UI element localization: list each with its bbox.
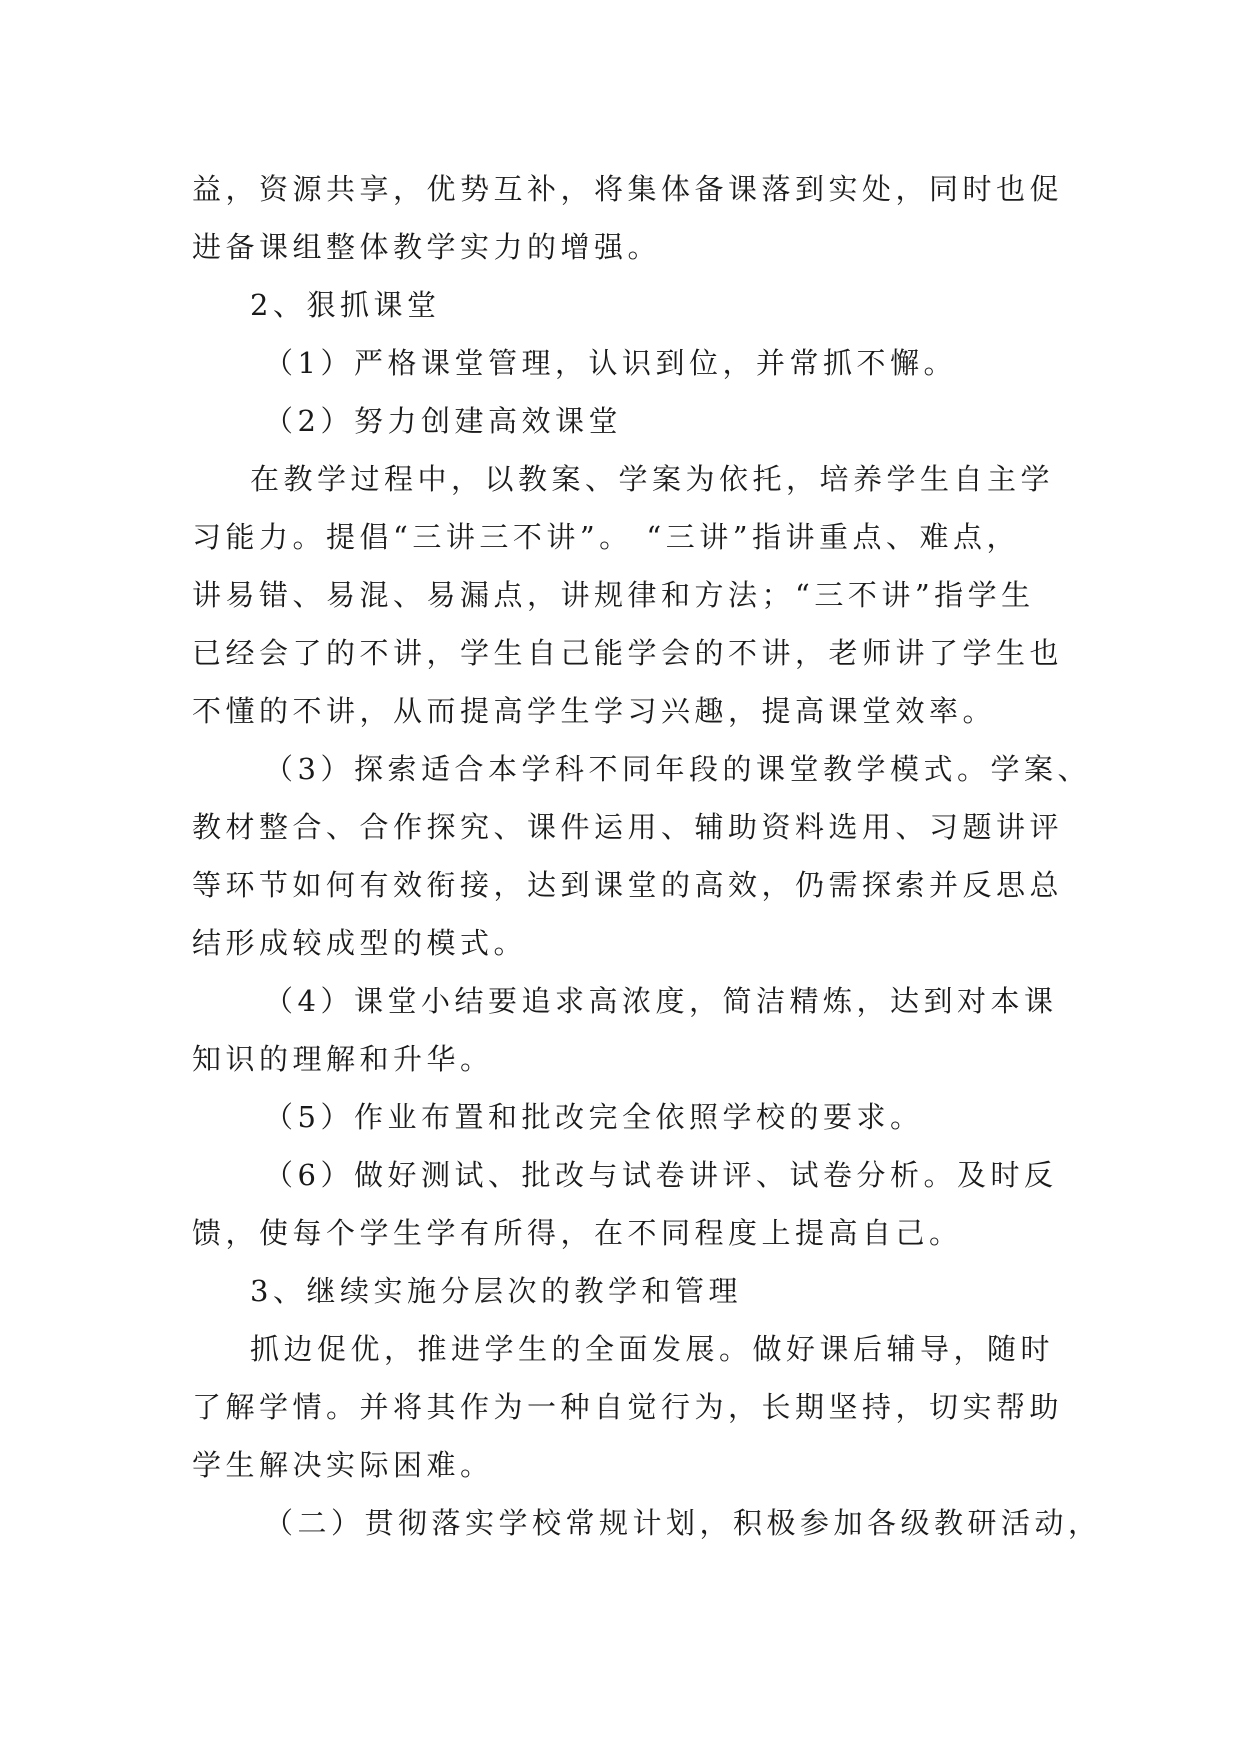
list-item: （2）努力创建高效课堂 xyxy=(264,404,622,438)
paragraph-line: 已经会了的不讲，学生自己能学会的不讲，老师讲了学生也 xyxy=(192,636,1064,670)
paragraph-line: 抓边促优，推进学生的全面发展。做好课后辅导，随时 xyxy=(250,1332,1055,1366)
section-heading: 3、继续实施分层次的教学和管理 xyxy=(250,1274,742,1308)
paragraph-line: 学生解决实际困难。 xyxy=(192,1448,494,1482)
list-item: （3）探索适合本学科不同年段的课堂教学模式。学案、 xyxy=(264,752,1091,786)
paragraph-line: 教材整合、合作探究、课件运用、辅助资料选用、习题讲评 xyxy=(192,810,1064,844)
paragraph-line: 等环节如何有效衔接，达到课堂的高效，仍需探索并反思总 xyxy=(192,868,1064,902)
document-body xyxy=(192,160,1102,1552)
paragraph-line: 结形成较成型的模式。 xyxy=(192,926,528,960)
paragraph-line: 习能力。提倡“三讲三不讲”。 “三讲”指讲重点、难点， xyxy=(192,520,1021,554)
list-item: （1）严格课堂管理，认识到位，并常抓不懈。 xyxy=(264,346,957,380)
section-heading: （二）贯彻落实学校常规计划，积极参加各级教研活动， xyxy=(264,1506,1102,1540)
paragraph-line: 馈，使每个学生学有所得，在不同程度上提高自己。 xyxy=(192,1216,963,1250)
paragraph-line: 益，资源共享，优势互补，将集体备课落到实处，同时也促 xyxy=(192,172,1064,206)
paragraph-line: 在教学过程中，以教案、学案为依托，培养学生自主学 xyxy=(250,462,1055,496)
list-item: （5）作业布置和批改完全依照学校的要求。 xyxy=(264,1100,924,1134)
list-item: （4）课堂小结要追求高浓度，简洁精炼，达到对本课 xyxy=(264,984,1058,1018)
list-item: （6）做好测试、批改与试卷讲评、试卷分析。及时反 xyxy=(264,1158,1058,1192)
section-heading: 2、狠抓课堂 xyxy=(250,288,441,322)
paragraph-line: 讲易错、易混、易漏点，讲规律和方法；“三不讲”指学生 xyxy=(192,578,1035,612)
paragraph-line: 不懂的不讲，从而提高学生学习兴趣，提高课堂效率。 xyxy=(192,694,997,728)
paragraph-line: 了解学情。并将其作为一种自觉行为，长期坚持，切实帮助 xyxy=(192,1390,1064,1424)
paragraph-line: 知识的理解和升华。 xyxy=(192,1042,494,1076)
paragraph-line: 进备课组整体教学实力的增强。 xyxy=(192,230,662,264)
